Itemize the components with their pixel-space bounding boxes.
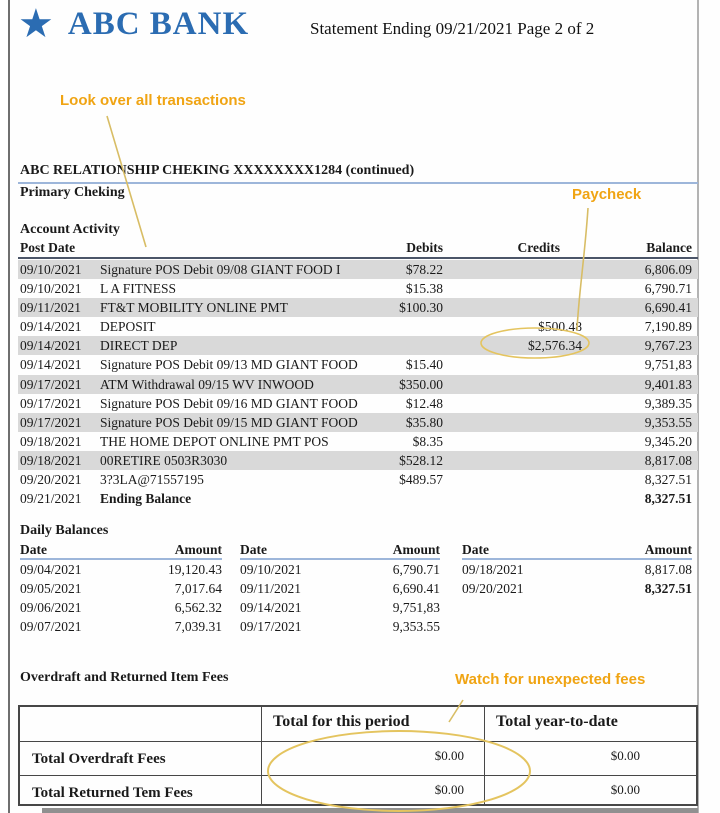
db-entry-amount: 9,353.55 [392,619,440,634]
db-entry-date: 09/14/2021 [240,600,302,615]
db-header-date: Date [20,542,47,557]
daily-balance-entry [20,617,222,636]
daily-balances-group-header [462,542,692,557]
activity-cell-post-date: 09/21/2021 [20,491,82,507]
activity-row [0,394,720,413]
account-title-rule [18,182,698,184]
annotation-paycheck-note: Paycheck [572,186,642,203]
db-entry-date: 09/17/2021 [240,619,302,634]
activity-cell-debit: $78.22 [405,262,443,277]
activity-cell-description: DIRECT DEP [100,338,178,354]
fees-cell-ytd: $0.00 [485,742,696,776]
activity-cell-credit: $500.48 [538,319,582,335]
activity-row [0,489,720,508]
activity-header-credits: Credits [517,240,560,255]
db-entry-amount: 7,039.31 [174,619,222,634]
activity-cell-description: Signature POS Debit 09/16 MD GIANT FOOD [100,395,358,411]
daily-balances-group [240,542,440,636]
activity-header-debits: Debits [406,240,443,255]
daily-balances-group-header [240,542,440,557]
star-icon: ★ [18,1,54,46]
annotation-fees-note: Watch for unexpected fees [455,671,646,688]
db-entry-date: 09/07/2021 [20,619,82,634]
activity-table [0,260,720,508]
fees-row-label: Total Overdraft Fees [20,742,262,776]
activity-cell-description: L A FITNESS [100,281,177,297]
db-entry-amount: 19,120.43 [168,562,222,577]
daily-balances-group [20,542,222,636]
db-header-amount: Amount [174,542,222,557]
activity-cell-post-date: 09/18/2021 [20,433,82,449]
fees-header-period: Total for this period [262,707,485,742]
bottom-strip [42,808,698,813]
db-entry-amount: 6,562.32 [174,600,222,615]
db-entry-date: 09/11/2021 [240,581,302,596]
db-entry-date: 09/20/2021 [462,581,524,596]
activity-row [0,336,720,355]
activity-cell-balance: 9,389.35 [644,395,692,411]
activity-cell-debit: $15.38 [405,281,443,297]
activity-cell-post-date: 09/10/2021 [20,262,82,277]
account-subtitle: Primary Cheking [20,185,125,200]
fees-cell-period: $0.00 [262,742,485,776]
db-entry-amount: 8,327.51 [644,581,692,596]
daily-balance-entry [462,560,692,579]
activity-header-row [0,240,720,257]
account-title: ABC RELATIONSHIP CHEKING XXXXXXXX1284 (continued) [20,163,415,178]
activity-row [0,298,720,317]
db-entry-date: 09/05/2021 [20,581,82,596]
activity-cell-description: DEPOSIT [100,319,156,335]
daily-balance-entry [462,579,692,598]
activity-cell-description: Ending Balance [100,491,192,507]
activity-cell-post-date: 09/14/2021 [20,338,82,354]
activity-cell-description: FT&T MOBILITY ONLINE PMT [100,300,288,316]
activity-cell-post-date: 09/14/2021 [20,319,82,335]
fees-header-ytd: Total year-to-date [485,707,696,742]
activity-cell-description: ATM Withdrawal 09/15 WV INWOOD [100,376,314,392]
annotation-transactions-note: Look over all transactions [60,92,246,109]
fees-row-label: Total Returned Tem Fees [20,776,262,804]
daily-balance-entry [20,560,222,579]
activity-cell-description: THE HOME DEPOT ONLINE PMT POS [100,433,329,449]
daily-balance-entry [20,579,222,598]
bank-name: ABC BANK [67,5,250,42]
db-header-date: Date [240,542,267,557]
db-entry-amount: 9,751,83 [392,600,440,615]
activity-row [0,260,720,279]
db-entry-date: 09/06/2021 [20,600,82,615]
activity-cell-debit: $15.40 [405,357,443,373]
daily-balances-group-header [20,542,222,557]
fees-table [18,705,698,806]
db-header-amount: Amount [644,542,692,557]
fees-cell-ytd: $0.00 [610,782,640,797]
activity-row [0,317,720,336]
activity-cell-balance: 8,327.51 [644,491,692,507]
daily-balance-entry [240,617,440,636]
activity-cell-balance: 9,345.20 [644,433,692,449]
activity-cell-post-date: 09/11/2021 [20,300,82,316]
daily-balances-title: Daily Balances [20,523,109,538]
activity-cell-balance: 6,790.71 [644,281,692,297]
db-header-amount: Amount [392,542,440,557]
activity-cell-balance: 9,401.83 [644,376,692,392]
activity-row [0,375,720,394]
db-entry-amount: 6,790.71 [392,562,440,577]
db-entry-amount: 6,690.41 [392,581,440,596]
daily-balance-entry [20,598,222,617]
activity-cell-description: Signature POS Debit 09/08 GIANT FOOD I [100,262,341,277]
fees-section-title: Overdraft and Returned Item Fees [20,670,229,685]
activity-cell-debit: $35.80 [405,414,443,430]
activity-cell-balance: 6,806.09 [644,262,692,277]
activity-cell-description: Signature POS Debit 09/15 MD GIANT FOOD [100,414,358,430]
db-entry-amount: 8,817.08 [644,562,692,577]
activity-row [0,413,720,432]
daily-balance-entry [240,598,440,617]
activity-cell-description: 3?3LA@71557195 [100,472,204,488]
fees-cell-period: $0.00 [262,776,485,804]
activity-cell-credit: $2,576.34 [528,338,582,354]
activity-row [0,451,720,470]
activity-header-balance: Balance [646,240,692,255]
db-header-date: Date [462,542,489,557]
activity-cell-post-date: 09/17/2021 [20,376,82,392]
activity-row [0,470,720,489]
statement-ending-text: Statement Ending 09/21/2021 Page 2 of 2 [310,19,595,38]
activity-cell-post-date: 09/18/2021 [20,452,82,468]
bank-logo [18,0,249,48]
activity-cell-balance: 9,353.55 [644,414,692,430]
activity-cell-post-date: 09/14/2021 [20,357,82,373]
activity-cell-debit: $8.35 [412,433,443,449]
activity-cell-debit: $489.57 [399,472,443,488]
activity-header-rule [18,257,698,259]
activity-cell-balance: 8,327.51 [644,472,692,488]
activity-row [0,432,720,451]
activity-cell-description: 00RETIRE 0503R3030 [100,452,228,468]
daily-balance-entry [240,579,440,598]
activity-cell-post-date: 09/20/2021 [20,472,82,488]
activity-section-title: Account Activity [20,222,120,237]
activity-cell-debit: $528.12 [399,452,443,468]
activity-row [0,279,720,298]
db-entry-date: 09/10/2021 [240,562,302,577]
activity-cell-post-date: 09/17/2021 [20,395,82,411]
activity-cell-post-date: 09/10/2021 [20,281,82,297]
activity-cell-balance: 9,751,83 [644,357,692,373]
db-entry-date: 09/04/2021 [20,562,82,577]
daily-balances-group [462,542,692,598]
activity-cell-post-date: 09/17/2021 [20,414,82,430]
db-entry-amount: 7,017.64 [174,581,222,596]
activity-header-post-date: Post Date [20,240,76,255]
activity-cell-description: Signature POS Debit 09/13 MD GIANT FOOD [100,357,358,373]
fees-header-blank [20,707,262,742]
activity-cell-balance: 8,817.08 [644,452,692,468]
db-entry-date: 09/18/2021 [462,562,524,577]
activity-cell-balance: 6,690.41 [644,300,692,316]
activity-cell-debit: $100.30 [399,300,443,316]
activity-row [0,355,720,374]
activity-cell-debit: $12.48 [405,395,443,411]
activity-cell-debit: $350.00 [399,376,443,392]
activity-cell-balance: 9,767.23 [644,338,692,354]
activity-cell-balance: 7,190.89 [644,319,692,335]
daily-balance-entry [240,560,440,579]
